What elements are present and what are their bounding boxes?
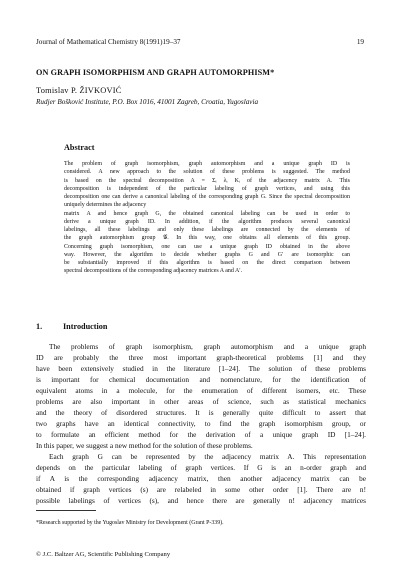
abstract-line: way. However, the algorithm to decide whether graphs G and G′ are isomorphic can <box>64 251 350 258</box>
running-header <box>36 38 364 46</box>
abstract-line: derive a unique graph ID. In addition, if the algorithm produces several canonical <box>64 218 350 225</box>
body-line: ID are probably the three most important graph-theoretical problems [1] and they <box>36 353 366 362</box>
body-line: The problems of graph isomorphism, graph automorphism and a unique graph <box>49 342 366 351</box>
publisher-copyright: © J.C. Baltzer AG, Scientific Publishing Company <box>36 551 171 558</box>
abstract-line: labelings, all these labelings and only these labelings are connected by the elements of <box>64 227 350 233</box>
abstract-body <box>64 160 350 276</box>
body-line: obtained if graph vertices (s) are relabeled in some other order [1]. There are n! <box>36 485 366 494</box>
abstract-heading: Abstract <box>64 143 95 152</box>
body-line: if A is the corresponding adjacency matrix, then another adjacency matrix can be <box>36 474 366 483</box>
article-author: Tomislav P. ŽIVKOVIĆ <box>36 86 122 95</box>
section-heading <box>36 322 107 331</box>
abstract-line: be substantially improved if this algorithm is based on the direct comparison between <box>64 260 350 266</box>
body-line: possible labelings of vertices (s), and hence there are generally n! adjacency matrices <box>36 496 366 505</box>
body-line: equivalent atoms in a molecule, for the enumeration of different isomers, etc. These <box>36 386 366 395</box>
footnote-divider <box>36 510 96 511</box>
abstract-line: Concerning graph isomorphism, one can use a unique graph ID obtained in the above <box>64 243 350 250</box>
body-line: Each graph G can be represented by the adjacency matrix A. This representation <box>49 452 366 461</box>
body-line: and the theory of disordered structures. It is generally quite difficult to assert that <box>36 408 366 417</box>
abstract-line: is based on the spectral decomposition A = Σᵢ λᵢ Kᵢ of the adjacency matrix A. This <box>64 177 350 184</box>
body-line: problems are also important in other areas of science, such as statistical mechanics <box>36 397 366 406</box>
body-line: to formulate an efficient method for the derivation of a unique graph ID [1–24]. <box>36 430 366 439</box>
body-line: In this paper, we suggest a new method for the solution of these problems. <box>36 441 253 450</box>
article-title: ON GRAPH ISOMORPHISM AND GRAPH AUTOMORPHISM* <box>36 68 275 77</box>
abstract-line: the graph automorphism group 𝒢. In this way, one obtains all elements of this group. <box>64 235 350 242</box>
body-line: have been extensively studied in the literature [1–24]. The solution of these problems <box>36 364 366 373</box>
abstract-line: The problem of graph isomorphism, graph automorphism and a unique graph ID is <box>64 161 350 167</box>
introduction-body <box>36 341 366 506</box>
abstract-line: matrix A and hence graph G, the obtained canonical labeling can be used in order to <box>64 210 350 217</box>
abstract-line: considered. A new approach to the solution of these problems is suggested. The method <box>64 169 350 176</box>
author-affiliation: Rudjer Bošković Institute, P.O. Box 1016, 41001 Zagreb, Croatia, Yugoslavia <box>36 98 259 106</box>
section-number: 1. <box>36 322 43 331</box>
section-title: Introduction <box>63 322 108 331</box>
page-number: 19 <box>356 38 364 46</box>
abstract-line: decomposition one can derive a canonical labeling of the corresponding graph G. Since the spectral decomposition uniquely determines the adjacency <box>64 194 350 209</box>
body-line: depends on the particular labeling of graph vertices. If G is an n-order graph and <box>36 463 366 472</box>
abstract-line: spectral decompositions of the corresponding adjacency matrices A and A′. <box>64 268 243 275</box>
body-line: two graphs have an identical connectivity, to find the graph isomorphism group, or <box>36 419 366 428</box>
abstract-line: decomposition is independent of the particular labeling of graph vertices, and using this <box>64 185 350 192</box>
body-line: is important for chemical documentation and nomenclature, for the identification of <box>36 375 366 384</box>
journal-citation: Journal of Mathematical Chemistry 8(1991)19–37 <box>36 38 181 46</box>
footnote: *Research supported by the Yugoslav Ministry for Development (Grant P-339). <box>36 520 224 526</box>
